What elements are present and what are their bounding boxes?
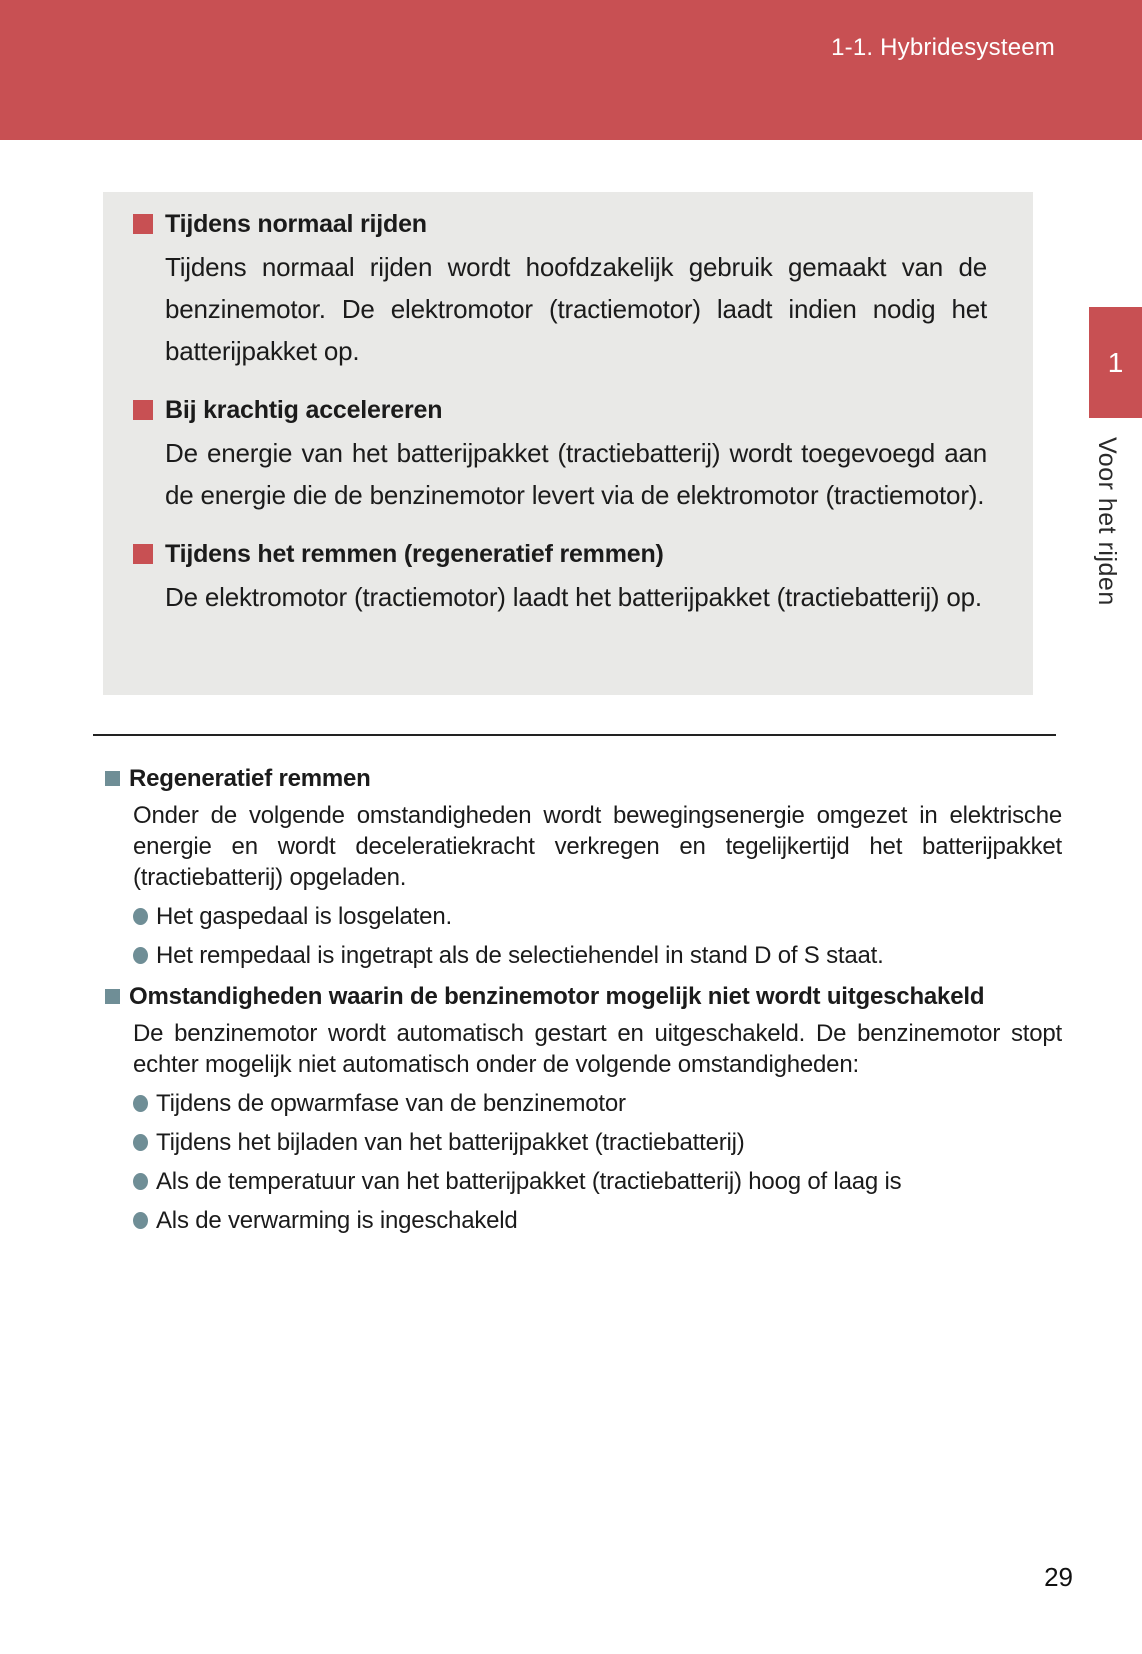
slate-circle-bullet-icon: [133, 947, 148, 964]
chapter-tab: [1089, 307, 1142, 418]
highlight-panel: [103, 192, 1033, 695]
note-heading: [105, 763, 1062, 794]
red-square-bullet-icon: [133, 544, 153, 564]
panel-block-title: Bij krachtig accelereren: [165, 396, 443, 424]
note-bullet-list: [133, 902, 1062, 971]
note-body: Onder de volgende omstandigheden wordt bewegingsenergie omgezet in elektrische energie en wordt deceleratiekracht verkregen en tegelijkertijd het batterijpakket (tractiebatterij) opgeladen.: [133, 802, 1062, 891]
list-item-text: Als de verwarming is ingeschakeld: [156, 1207, 518, 1234]
note-title: Regeneratief remmen: [129, 765, 371, 792]
chapter-number: 1: [1107, 346, 1124, 378]
note-body: De benzinemotor wordt automatisch gestart en uitgeschakeld. De benzinemotor stopt echter mogelijk niet automatisch onder de volgende omstandigheden:: [133, 1020, 1062, 1078]
note-section-regenerative-braking: [105, 763, 1062, 971]
panel-heading: [133, 392, 987, 428]
list-item: [133, 1128, 1062, 1158]
list-item: [133, 941, 1062, 971]
chapter-side-label: Voor het rijden: [1093, 437, 1121, 606]
list-item-text: Het gaspedaal is losgelaten.: [156, 903, 452, 930]
list-item-text: Als de temperatuur van het batterijpakket (tractiebatterij) hoog of laag is: [156, 1168, 902, 1195]
panel-block-braking: [133, 536, 987, 618]
red-square-bullet-icon: [133, 400, 153, 420]
panel-block-title: Tijdens normaal rijden: [165, 210, 427, 238]
list-item: [133, 1167, 1062, 1197]
note-heading: [105, 981, 1062, 1012]
panel-block-body: De elektromotor (tractiemotor) laadt het batterijpakket (tractiebatterij) op.: [165, 582, 982, 612]
slate-circle-bullet-icon: [133, 908, 148, 925]
panel-block-title: Tijdens het remmen (regeneratief remmen): [165, 540, 664, 568]
note-section-engine-shutoff: [105, 981, 1062, 1236]
list-item-text: Tijdens het bijladen van het batterijpakket (tractiebatterij): [156, 1129, 745, 1156]
panel-block-body: De energie van het batterijpakket (tractiebatterij) wordt toegevoegd aan de energie die de benzinemotor levert via de elektromotor (tractiemotor).: [165, 438, 987, 510]
notes-section: [105, 763, 1062, 1246]
list-item: [133, 1089, 1062, 1119]
section-breadcrumb: 1-1. Hybridesysteem: [831, 34, 1055, 61]
panel-heading: [133, 536, 987, 572]
list-item: [133, 1206, 1062, 1236]
slate-circle-bullet-icon: [133, 1095, 148, 1112]
list-item-text: Tijdens de opwarmfase van de benzinemotor: [156, 1090, 626, 1117]
slate-square-bullet-icon: [105, 771, 120, 786]
section-divider: [93, 734, 1056, 736]
panel-block-acceleration: [133, 392, 987, 516]
slate-circle-bullet-icon: [133, 1134, 148, 1151]
page-number: 29: [1044, 1562, 1073, 1592]
slate-circle-bullet-icon: [133, 1173, 148, 1190]
list-item: [133, 902, 1062, 932]
slate-circle-bullet-icon: [133, 1212, 148, 1229]
page-header-bar: [0, 0, 1142, 140]
note-title: Omstandigheden waarin de benzinemotor mogelijk niet wordt uitgeschakeld: [129, 983, 985, 1010]
note-bullet-list: [133, 1089, 1062, 1236]
slate-square-bullet-icon: [105, 989, 120, 1004]
panel-heading: [133, 206, 987, 242]
panel-block-body: Tijdens normaal rijden wordt hoofdzakelijk gebruik gemaakt van de benzinemotor. De elektromotor (tractiemotor) laadt indien nodig het batterijpakket op.: [165, 252, 987, 366]
panel-block-normal-driving: [133, 206, 987, 372]
red-square-bullet-icon: [133, 214, 153, 234]
list-item-text: Het rempedaal is ingetrapt als de selectiehendel in stand D of S staat.: [156, 942, 884, 969]
